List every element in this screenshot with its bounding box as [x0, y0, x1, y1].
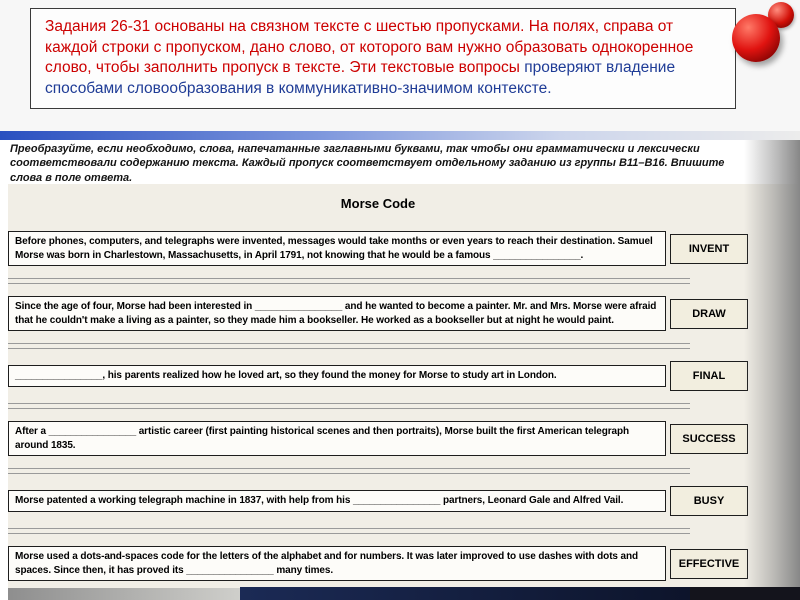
transform-instruction-text: Преобразуйте, если необходимо, слова, напечатанные заглавными буквами, так чтобы они грамматически и лексически соответствовали содержанию текста. Каждый пропуск соответствует отдельному заданию из группы В11–В16. Впишите слова в поле ответа.: [10, 143, 725, 184]
keyword-box-1: INVENT: [670, 234, 748, 264]
separator-line: [8, 343, 690, 349]
worksheet: [8, 184, 800, 600]
task-row-3: [8, 361, 748, 391]
worksheet-title: Morse Code: [340, 196, 416, 211]
task-row-6: [8, 546, 748, 581]
pushpin-icon: [730, 2, 796, 70]
task-description-blue-text: проверяют владение способами словообразования в коммуникативно-значимом контексте.: [45, 59, 676, 97]
header-divider: [0, 131, 800, 140]
bottom-shadow-right: [690, 587, 800, 600]
task-description-box: [30, 8, 736, 109]
bottom-shadow-left: [8, 588, 240, 600]
task-description-red-text: Задания 26-31 основаны на связном тексте с шестью пропусками. На полях, справа от каждой строки с пропуском, дано слово, от которого вам нужно образовать однокоренное слово, чтобы заполнить пропуск в тексте. Эти текстовые вопросы: [45, 18, 694, 77]
separator-line: [8, 278, 690, 284]
keyword-box-5: BUSY: [670, 486, 748, 516]
task-text-4: After a ________________ artistic career (first painting historical scenes and then portraits), Morse built the first American telegraph around 1835.: [8, 421, 666, 456]
pushpin-head: [732, 14, 780, 62]
bottom-shadow-bar: [240, 587, 690, 600]
task-row-2: [8, 296, 748, 331]
separator-line: [8, 468, 690, 474]
keyword-box-2: DRAW: [670, 299, 748, 329]
page-curl: [744, 140, 800, 600]
header-zone: [0, 0, 800, 131]
task-row-1: [8, 231, 748, 266]
keyword-box-3: FINAL: [670, 361, 748, 391]
task-row-5: [8, 486, 748, 516]
task-text-2: Since the age of four, Morse had been interested in ________________ and he wanted to become a painter. Mr. and Mrs. Morse were afraid that he couldn't make a living as a painter, so they made him a bookseller. He worked as a bookseller but at night he would paint.: [8, 296, 666, 331]
task-text-3: ________________, his parents realized how he loved art, so they found the money for Morse to study art in London.: [8, 365, 666, 387]
task-text-6: Morse used a dots-and-spaces code for the letters of the alphabet and for numbers. It was later improved to use dashes with dots and spaces. Since then, it has proved its ________________ many times.: [8, 546, 666, 581]
keyword-box-6: EFFECTIVE: [670, 549, 748, 579]
task-row-4: [8, 421, 748, 456]
keyword-box-4: SUCCESS: [670, 424, 748, 454]
task-text-5: Morse patented a working telegraph machine in 1837, with help from his ________________ partners, Leonard Gale and Alfred Vail.: [8, 490, 666, 512]
task-text-1: Before phones, computers, and telegraphs were invented, messages would take months or even years to reach their destination. Samuel Morse was born in Charlestown, Massachusetts, in April 1791, not knowing that he would be a famous ________________.: [8, 231, 666, 266]
separator-line: [8, 403, 690, 409]
separator-line: [8, 528, 690, 534]
